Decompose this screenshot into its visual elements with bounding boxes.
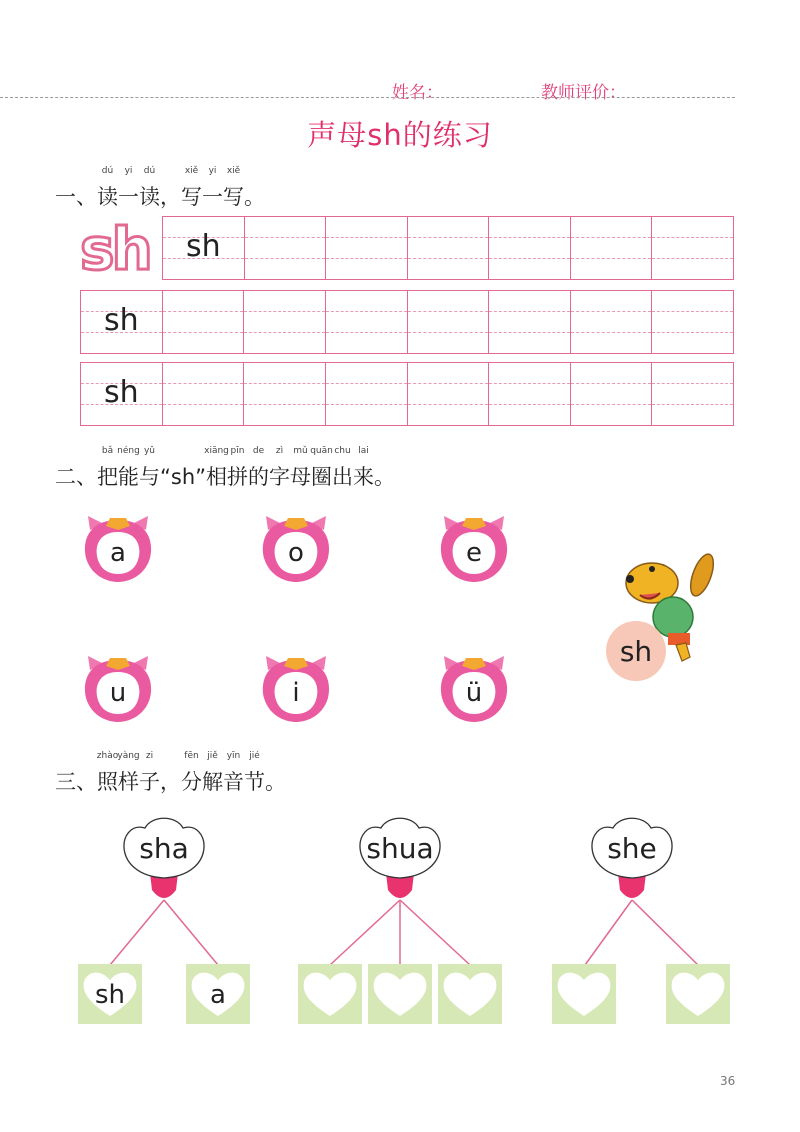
pinyin: de — [252, 446, 265, 456]
heart-answer-box[interactable] — [368, 964, 432, 1024]
pinyin: dú — [143, 166, 156, 176]
sh-circle: sh — [606, 621, 666, 681]
heart-answer-box[interactable] — [666, 964, 730, 1024]
example-part: a — [210, 980, 226, 1010]
hanzi: 解 — [202, 770, 223, 794]
hanzi: 。 — [244, 185, 265, 209]
hanzi: 分 — [181, 770, 202, 794]
hanzi: 把 — [97, 465, 118, 489]
name-label: 姓名： — [392, 83, 443, 103]
hanzi: 相 — [206, 465, 228, 489]
hanzi: 样 — [118, 770, 139, 794]
heart-icon — [666, 964, 730, 1024]
pinyin: yīn — [226, 751, 241, 761]
vowel-letter: e — [466, 538, 482, 568]
example-part: sh — [94, 980, 126, 1010]
hanzi: 子 — [139, 770, 160, 794]
heart-icon — [552, 964, 616, 1024]
hanzi: 。 — [265, 770, 286, 794]
hanzi: 能 — [118, 465, 139, 489]
pinyin: chu — [334, 446, 351, 456]
pinyin: xiě — [226, 166, 241, 176]
hanzi: 写 — [223, 185, 244, 209]
pinyin: zì — [275, 446, 284, 456]
hanzi: 出 — [332, 465, 354, 489]
pinyin: xiě — [184, 166, 199, 176]
hanzi: 字 — [269, 465, 291, 489]
hanzi: 读 — [139, 185, 160, 209]
pinyin: zhào — [96, 751, 119, 761]
pinyin: yi — [208, 166, 217, 176]
pinyin: mǔ — [293, 446, 308, 456]
teacher-eval-label: 教师评价： — [541, 83, 626, 103]
vowel-letter: i — [292, 678, 300, 708]
heart-icon — [438, 964, 502, 1024]
pinyin: fēn — [184, 751, 199, 761]
heart-answer-box[interactable] — [438, 964, 502, 1024]
vowel-letter: o — [288, 538, 304, 568]
heart-icon — [368, 964, 432, 1024]
hanzi: 读 — [97, 185, 118, 209]
hanzi: 一 — [202, 185, 223, 209]
hanzi: 。 — [374, 465, 396, 489]
pinyin: yi — [124, 166, 133, 176]
vowel-letter: a — [110, 538, 126, 568]
pinyin: zi — [145, 751, 154, 761]
pinyin: xiāng — [204, 446, 229, 456]
hanzi: 来 — [353, 465, 375, 489]
heart-icon — [298, 964, 362, 1024]
heart-answer-box[interactable] — [186, 964, 250, 1024]
pinyin: quān — [310, 446, 333, 456]
pinyin: lai — [358, 446, 369, 456]
hanzi: 拼 — [227, 465, 249, 489]
pinyin: pīn — [230, 446, 245, 456]
vowel-letter: ü — [465, 678, 483, 708]
hanzi: 节 — [244, 770, 265, 794]
hanzi: 一 — [118, 185, 139, 209]
heart-answer-box[interactable] — [78, 964, 142, 1024]
syllable-shua: shua — [366, 832, 434, 865]
hanzi: “sh” — [160, 465, 207, 489]
hanzi: 照 — [97, 770, 118, 794]
pinyin: yàng — [117, 751, 140, 761]
hanzi: 母 — [290, 465, 312, 489]
sh-example: sh — [103, 374, 139, 410]
heart-answer-box[interactable] — [298, 964, 362, 1024]
hanzi: 的 — [248, 465, 270, 489]
hanzi: 写 — [181, 185, 202, 209]
syllable-she: she — [607, 832, 657, 865]
pinyin: jiě — [207, 751, 218, 761]
syllable-sha: sha — [139, 832, 189, 865]
page-number: 36 — [720, 1074, 736, 1088]
sh-example: sh — [103, 302, 139, 338]
pinyin: néng — [117, 446, 140, 456]
section1-prefix: 一、 — [55, 185, 97, 209]
hanzi: 与 — [139, 465, 160, 489]
big-sh-letter: sh — [80, 215, 150, 283]
hanzi: ， — [160, 770, 181, 794]
section3-prefix: 三、 — [55, 770, 97, 794]
sh-example: sh — [185, 228, 221, 264]
section2-prefix: 二、 — [55, 465, 97, 489]
pinyin: dú — [101, 166, 114, 176]
pinyin: bǎ — [101, 446, 114, 456]
hanzi: 圈 — [311, 465, 333, 489]
vowel-letter: u — [109, 678, 127, 708]
heart-answer-box[interactable] — [552, 964, 616, 1024]
page-title: 声母sh的练习 — [307, 118, 493, 152]
hanzi: 音 — [223, 770, 244, 794]
pinyin: jié — [249, 751, 260, 761]
pinyin: yǔ — [143, 446, 156, 456]
hanzi: ， — [160, 185, 181, 209]
